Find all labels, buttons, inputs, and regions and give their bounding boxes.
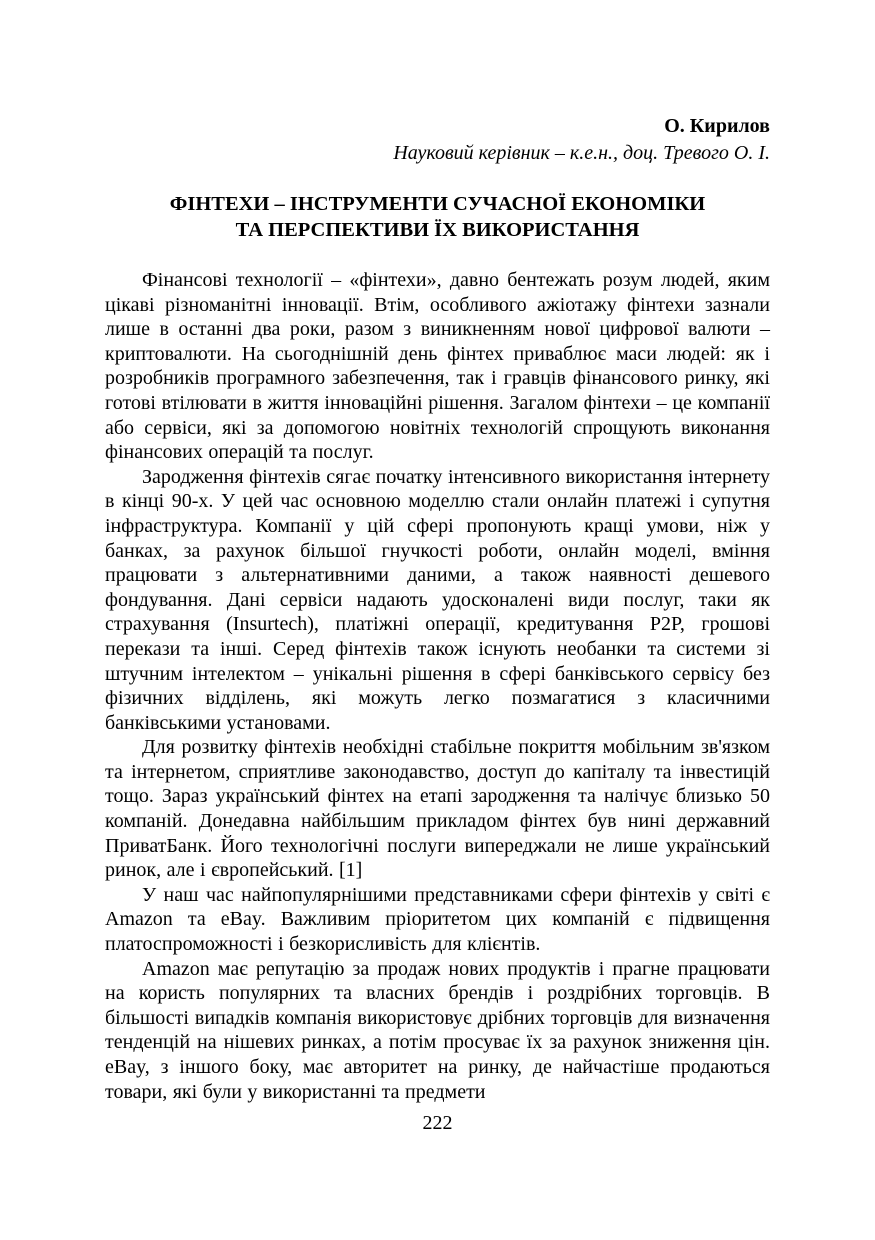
author-name: О. Кирилов xyxy=(664,115,770,137)
paper-title xyxy=(105,191,770,243)
paper-title-line-1: ФІНТЕХИ – ІНСТРУМЕНТИ СУЧАСНОЇ ЕКОНОМІКИ xyxy=(169,193,706,215)
paragraph-1: Фінансові технології – «фінтехи», давно бентежать розум людей, яким цікаві різноманітні інновації. Втім, особливого ажіотажу фінтехи зазнали лише в останні два роки, разом з виникненням нової цифрової валюти – криптовалюти. На сьогоднішній день фінтех приваблює маси людей: як і розробників програмного забезпечення, так і гравців фінансового ринку, які готові втілювати в життя інноваційні рішення. Загалом фінтехи – це компанії або сервіси, які за допомогою новітніх технологій спрощують виконання фінансових операцій та послуг. xyxy=(105,269,770,464)
page-number: 222 xyxy=(422,1112,453,1134)
paragraph-3: Для розвитку фінтехів необхідні стабільне покриття мобільним зв'язком та інтернетом, сприятливе законодавство, доступ до капіталу та інвестицій тощо. Зараз український фінтех на етапі зародження та налічує близько 50 компаній. Донедавна найбільшим прикладом фінтех був нині державний ПриватБанк. Його технологічні послуги випереджали не лише український ринок, але і європейський. [1] xyxy=(105,736,770,882)
paragraph-2: Зародження фінтехів сягає початку інтенсивного використання інтернету в кінці 90-х. У цей час основною моделлю стали онлайн платежі і супутня інфраструктура. Компанії у цій сфері пропонують кращі умови, ніж у банках, за рахунок більшої гнучкості роботи, онлайн моделі, вміння працювати з альтернативними даними, а також наявності дешевого фондування. Дані сервіси надають удосконалені види послуг, таки як страхування (Insurtech), платіжні операції, кредитування P2P, грошові перекази та інші. Серед фінтехів також існують необанки та системи зі штучним інтелектом – унікальні рішення в сфері банківського сервісу без фізичних відділень, які можуть легко позмагатися з класичними банківськими установами. xyxy=(105,465,770,734)
paragraph-5: Amazon має репутацію за продаж нових продуктів і прагне працювати на користь популярних та власних брендів і роздрібних торговців. В більшості випадків компанія використовує дрібних торговців для визначення тенденцій на нішевих ринках, а потім просуває їх за рахунок зниження цін. eBay, з іншого боку, має авторитет на ринку, де найчастіше продаються товари, які були у використанні та предмети xyxy=(105,957,770,1103)
text-block xyxy=(105,113,770,1104)
paper-body xyxy=(105,268,770,1104)
paragraph-4: У наш час найпопулярнішими представниками сфери фінтехів у світі є Amazon та eBay. Важливим пріоритетом цих компаній є підвищення платоспроможності і безкорисливість для клієнтів. xyxy=(105,883,770,956)
supervisor-line: Науковий керівник – к.е.н., доц. Тревого О. І. xyxy=(393,142,770,164)
paper-title-line-2: ТА ПЕРСПЕКТИВИ ЇХ ВИКОРИСТАННЯ xyxy=(235,219,640,241)
